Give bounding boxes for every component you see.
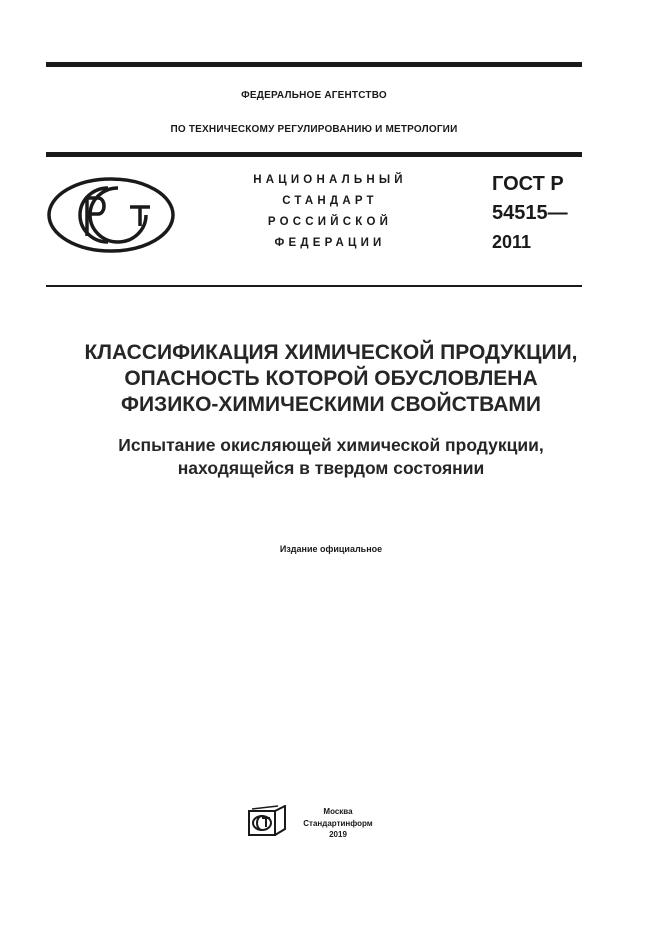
bottom-header-rule [46, 285, 582, 287]
standard-designation [492, 170, 582, 257]
standard-type-line1: НАЦИОНАЛЬНЫЙ [253, 174, 407, 186]
title-line1: КЛАССИФИКАЦИЯ ХИМИЧЕСКОЙ ПРОДУКЦИИ, [84, 341, 578, 364]
standartinform-logo-icon [248, 805, 286, 837]
designation-line1: ГОСТ Р [492, 173, 564, 195]
subtitle-line1: Испытание окисляющей химической продукции, [118, 435, 544, 455]
title-line3: ФИЗИКО-ХИМИЧЕСКИМИ СВОЙСТВАМИ [121, 393, 541, 416]
subtitle-line2: находящейся в твердом состоянии [177, 458, 485, 478]
agency-name-line1: ФЕДЕРАЛЬНОЕ АГЕНТСТВО [241, 90, 387, 101]
publisher-city: Москва [323, 807, 353, 816]
header-rule [46, 152, 582, 157]
standard-type [222, 170, 438, 254]
standard-type-line4: ФЕДЕРАЦИИ [274, 237, 386, 249]
standard-type-line3: РОССИЙСКОЙ [267, 216, 393, 228]
edition-note: Издание официальное [279, 544, 383, 554]
standard-type-line2: СТАНДАРТ [282, 195, 378, 207]
publisher-info [290, 806, 386, 841]
designation-year: 2011 [492, 232, 532, 252]
document-subtitle [46, 434, 616, 480]
publisher-year: 2019 [329, 830, 347, 839]
top-rule [46, 62, 582, 67]
document-title [46, 340, 616, 418]
agency-name-line2: ПО ТЕХНИЧЕСКОМУ РЕГУЛИРОВАНИЮ И МЕТРОЛОГИИ [170, 124, 458, 135]
publisher-name: Стандартинформ [303, 818, 373, 828]
designation-line2: 54515— [492, 202, 568, 224]
title-line2: ОПАСНОСТЬ КОТОРОЙ ОБУСЛОВЛЕНА [124, 367, 538, 390]
rst-certification-mark-icon [46, 176, 176, 254]
